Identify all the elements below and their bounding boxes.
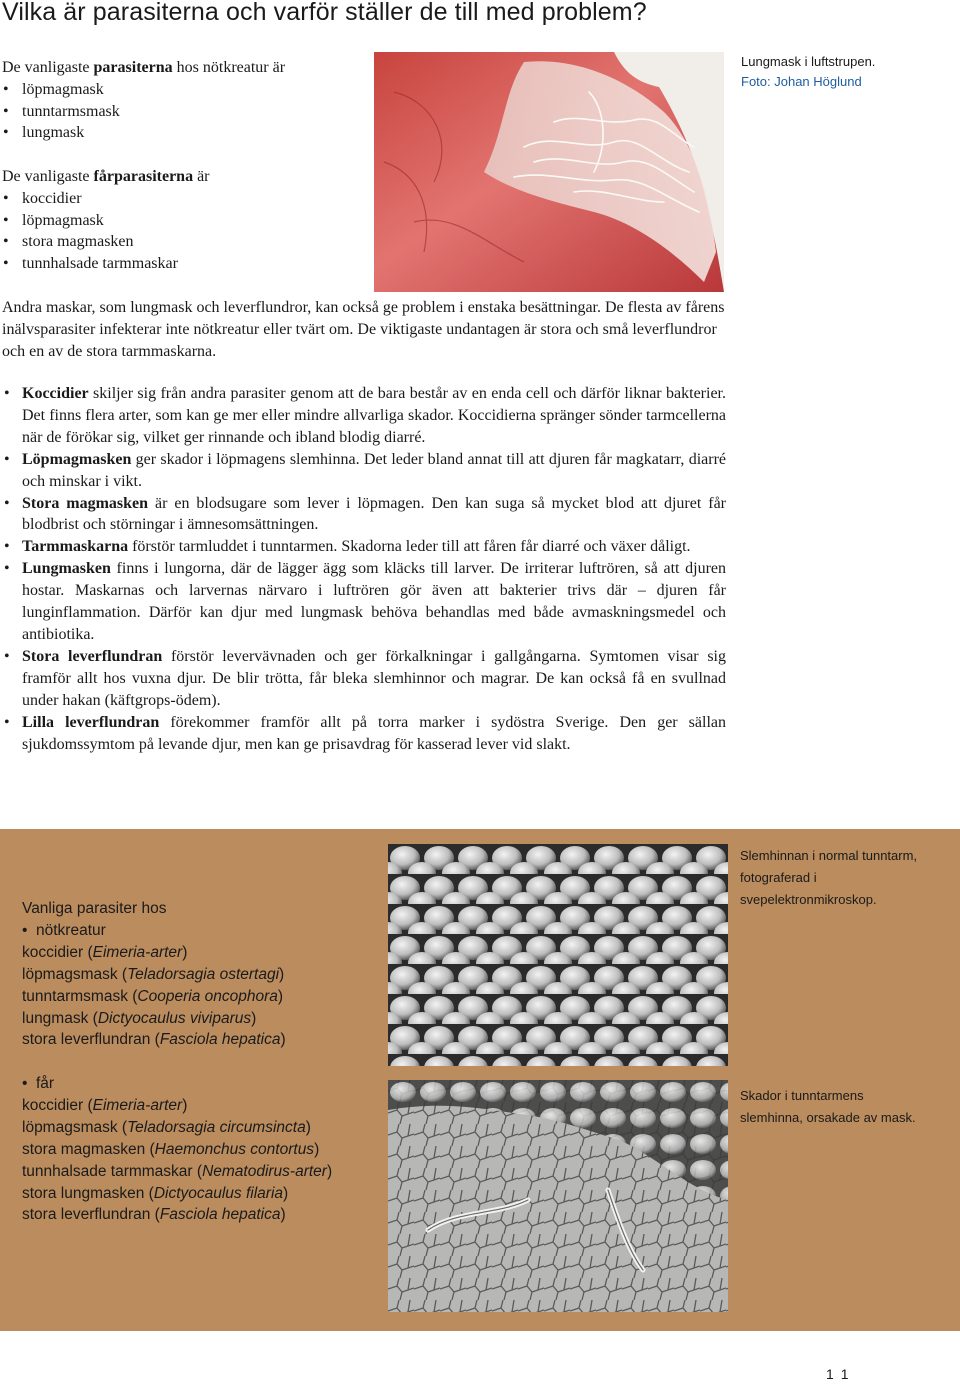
list-item: • löpmagmask bbox=[2, 210, 362, 232]
list-item: • löpmagmask bbox=[2, 79, 362, 101]
list-item: • tunnhalsade tarmmaskar bbox=[2, 253, 362, 275]
list-item: koccidier (Eimeria-arter) bbox=[22, 1096, 188, 1114]
sheep-intro-list bbox=[2, 188, 362, 275]
list-item: tunntarmsmask (Cooperia oncophora) bbox=[22, 987, 284, 1005]
list-item: • Lilla leverflundran förekommer framför allt på torra marker i sydöstra Sverige. Den ger sällan sjukdomssymtom på levande djur, men kan ge prisavdrag för kasserad lever vid slakt. bbox=[2, 712, 726, 756]
list-item: lungmask (Dictyocaulus viviparus) bbox=[22, 1009, 257, 1027]
sheep-parasites-box bbox=[22, 1073, 332, 1226]
list-item: löpmagsmask (Teladorsagia circumsincta) bbox=[22, 1118, 311, 1136]
list-item: • tunntarmsmask bbox=[2, 101, 362, 123]
list-item: • lungmask bbox=[2, 122, 362, 144]
list-item: stora leverflundran (Fasciola hepatica) bbox=[22, 1206, 286, 1224]
lungworm-trachea-photo bbox=[374, 52, 724, 292]
list-item: • Löpmagmasken ger skador i löpmagens slemhinna. Det leder bland annat till att djuren får magkatarr, diarré och minskar i vikt. bbox=[2, 449, 726, 493]
damaged-intestine-sem-photo bbox=[388, 1080, 728, 1312]
list-item: löpmagsmask (Teladorsagia ostertagi) bbox=[22, 965, 285, 983]
cattle-intro-bold: parasiterna bbox=[93, 59, 173, 76]
caption-text: Lungmask i luftstrupen. bbox=[741, 54, 876, 69]
list-item: • stora magmasken bbox=[2, 231, 362, 253]
list-item: • Lungmasken finns i lungorna, där de lägger ägg som kläcks till larver. De irriterar luftrören, så att djuren hostar. Maskarnas och larvernas närvaro i luftrören gör även att bakterier trivs där – djuren får lunginflammation. Därför kan djur med lungmask behöva behandlas med både avmaskningsmedel och antibiotika. bbox=[2, 558, 726, 646]
list-item: • Tarmmaskarna förstör tarmluddet i tunntarmen. Skadorna leder till att fåren får diarré och växer dåligt. bbox=[2, 536, 726, 558]
cattle-intro-list bbox=[2, 79, 362, 144]
host-heading-sheep: • får bbox=[22, 1073, 332, 1095]
lung-photo-caption bbox=[741, 52, 956, 92]
list-item: • Koccidier skiljer sig från andra parasiter genom att de bara består av en enda cell och därför liknar bakterier. Det finns flera arter, som kan ge mer eller mindre allvarliga skador. Koccidierna spränger sönder tarmcellerna när de förökar sig, vilket ger rinnande och ibland blodig diarré. bbox=[2, 383, 726, 449]
damaged-sem-caption: Skador i tunntarmens slemhinna, orsakade av mask. bbox=[740, 1088, 916, 1125]
list-item: • Stora leverflundran förstör levervävnaden och ger förkalkningar i gallgångarna. Symtomen visar sig framför allt hos vuxna djur. De blir trötta, får bleka slemhinnor och magrar. De kan också få en svullnad under hakan (käftgrops-ödem). bbox=[2, 646, 726, 712]
bullet-icon: • bbox=[22, 921, 28, 939]
bullet-icon: • bbox=[22, 1075, 28, 1092]
parasite-details-list bbox=[2, 383, 726, 755]
list-item: stora leverflundran (Fasciola hepatica) bbox=[22, 1031, 286, 1049]
normal-intestine-sem-photo bbox=[388, 844, 728, 1066]
list-item: • koccidier bbox=[2, 188, 362, 210]
list-item: tunnhalsade tarmmaskar (Nematodirus-arter) bbox=[22, 1162, 333, 1180]
box-heading: Vanliga parasiter hos bbox=[22, 900, 167, 917]
sheep-intro-line: De vanligaste fårparasiterna är bbox=[2, 168, 210, 185]
list-item: stora lungmasken (Dictyocaulus filaria) bbox=[22, 1184, 289, 1202]
other-worms-paragraph: Andra maskar, som lungmask och leverflundror, kan också ge problem i enstaka besättningar. De flesta av fårens inälvsparasiter infekterar inte nötkreatur eller tvärt om. De viktigaste undantagen är stora och små leverflundror och en av de stora tarmmaskarna. bbox=[2, 299, 725, 360]
cattle-parasites-intro bbox=[2, 57, 362, 144]
host-heading-cattle: • nötkreatur bbox=[22, 920, 286, 942]
cattle-intro-line: De vanligaste parasiterna hos nötkreatur är bbox=[2, 59, 286, 76]
list-item: stora magmasken (Haemonchus contortus) bbox=[22, 1140, 320, 1158]
page-number: 11 bbox=[826, 1366, 857, 1382]
sheep-parasites-intro bbox=[2, 166, 362, 275]
list-item: koccidier (Eimeria-arter) bbox=[22, 943, 188, 961]
page-title: Vilka är parasiterna och varför ställer de till med problem? bbox=[2, 0, 647, 26]
sheep-intro-bold: fårparasiterna bbox=[93, 168, 194, 185]
cattle-parasites-box bbox=[22, 898, 286, 1051]
photo-credit: Foto: Johan Höglund bbox=[741, 74, 862, 89]
list-item: • Stora magmasken är en blodsugare som lever i löpmagen. Den kan suga så mycket blod att djuret får blodbrist och störningar i ämnesomsättningen. bbox=[2, 493, 726, 537]
normal-sem-caption: Slemhinnan i normal tunntarm, fotograferad i svepelektronmikroskop. bbox=[740, 848, 918, 907]
